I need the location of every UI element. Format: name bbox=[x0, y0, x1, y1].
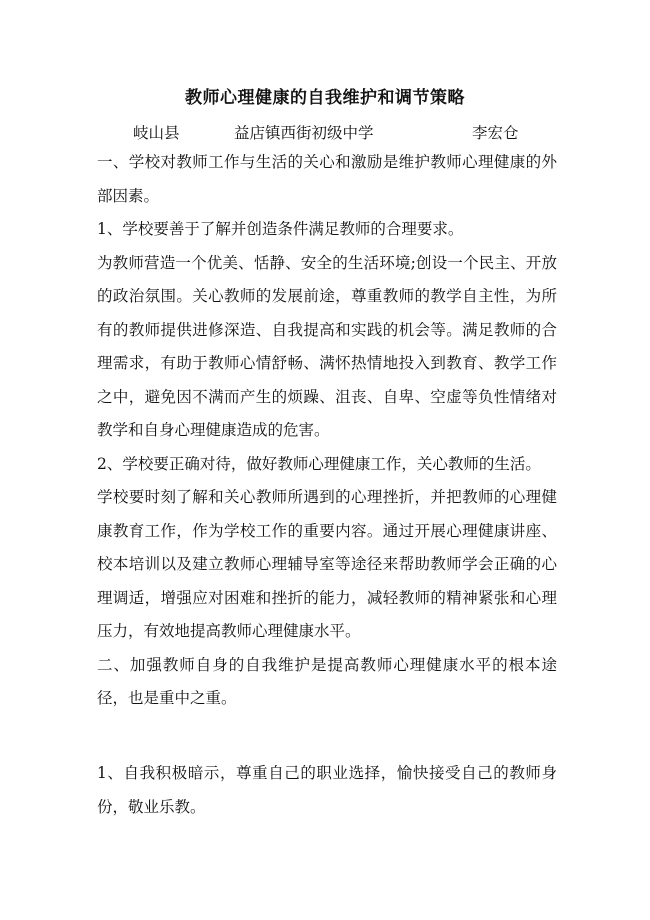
body-paragraph: 为教师营造一个优美、恬静、安全的生活环境;创设一个民主、开放的政治氛围。关心教师的发展前途，尊重教师的教学自主性，为所有的教师提供进修深造、自我提高和实践的机会等。满足教师的合理需求，有助于教师心情舒畅、满怀热情地投入到教育、教学工作之中，避免因不满而产生的烦躁、沮丧、自卑、空虚等负性情绪对教学和自身心理健康造成的危害。 bbox=[97, 253, 557, 439]
subheading-1-2: 2、学校要正确对待，做好教师心理健康工作，关心教师的生活。 bbox=[97, 454, 541, 473]
subheading-2-1: 1、自我积极暗示，尊重自己的职业选择，愉快接受自己的教师身份，敬业乐教。 bbox=[97, 764, 557, 816]
document-title: 教师心理健康的自我维护和调节策略 bbox=[185, 88, 465, 108]
body-text bbox=[97, 146, 557, 716]
subheading-1-1: 1、学校要善于了解并创造条件满足教师的合理要求。 bbox=[97, 220, 464, 238]
body-paragraph: 学校要时刻了解和关心教师所遇到的心理挫折，并把教师的心理健康教育工作，作为学校工作的重要内容。通过开展心理健康讲座、校本培训以及建立教师心理辅导室等途径来帮助教师学会正确的心理调适，增强应对困难和挫折的能力，减轻教师的精神紧张和心理压力，有效地提高教师心理健康水平。 bbox=[97, 488, 557, 640]
section-heading-2: 二、加强教师自身的自我维护是提高教师心理健康水平的根本途径，也是重中之重。 bbox=[97, 655, 557, 707]
section-heading-1: 一、学校对教师工作与生活的关心和激励是维护教师心理健康的外部因素。 bbox=[97, 153, 557, 205]
byline-author: 李宏仓 bbox=[472, 124, 519, 142]
byline-county: 岐山县 bbox=[133, 124, 180, 142]
body-text-continued bbox=[97, 757, 557, 824]
byline-school: 益店镇西街初级中学 bbox=[234, 124, 374, 142]
